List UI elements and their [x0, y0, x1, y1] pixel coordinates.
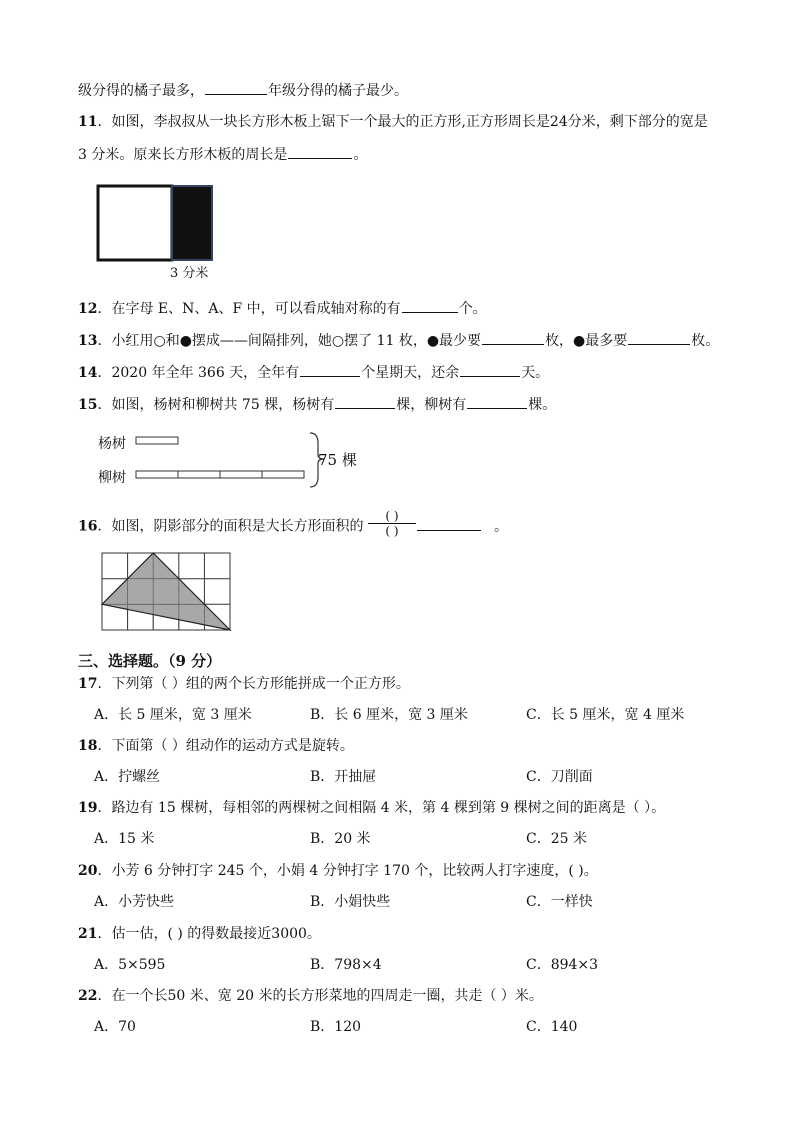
section-3-heading: 三、选择题。（9 分） — [78, 652, 222, 670]
q11-figure — [96, 184, 216, 262]
q15-blank-2[interactable] — [467, 394, 527, 409]
q19-text: ．路边有 15 棵树，每相邻的两棵树之间相隔 4 米，第 4 棵到第 9 棵树之间的距离是（ ）。 — [97, 800, 666, 816]
q18-stem — [78, 736, 354, 756]
q13-text-b: 枚，●最多要 — [545, 333, 628, 349]
shaded-triangle — [102, 553, 230, 630]
q12-text-a: ．在字母 E、N、A、F 中，可以看成轴对称的有 — [97, 301, 401, 317]
q13-number: 13 — [78, 333, 98, 349]
q10-text-b: 年级分得的橘子最少。 — [268, 83, 408, 99]
q16-grid-figure — [100, 551, 234, 633]
q22-stem — [78, 986, 543, 1006]
q11-line1 — [78, 112, 708, 132]
square-shape — [98, 186, 172, 260]
q11-text-b: 3 分米。原来长方形木板的周长是 — [78, 147, 288, 163]
q14-text-c: 天。 — [521, 365, 550, 381]
q16-blank[interactable] — [417, 516, 481, 531]
q12-number: 12 — [78, 301, 98, 317]
q17-number: 17 — [78, 676, 98, 692]
q14-text-b: 个星期天，还余 — [361, 365, 460, 381]
q17-option-b[interactable]: B．长 6 厘米，宽 3 厘米 — [310, 707, 468, 723]
q20-option-c[interactable]: C．一样快 — [526, 894, 593, 910]
remaining-rect — [172, 186, 212, 260]
q11-line2 — [78, 144, 367, 165]
q16-text-c: 。 — [493, 518, 508, 535]
q12-line — [78, 298, 487, 319]
q14-line — [78, 362, 549, 383]
q16-number: 16 — [78, 518, 98, 535]
q22-option-c[interactable]: C．140 — [526, 1019, 578, 1035]
q15-total-label: 75 棵 — [318, 451, 357, 469]
q21-stem — [78, 924, 321, 944]
q13-text-c: 枚。 — [691, 333, 720, 349]
q13-blank-2[interactable] — [628, 330, 690, 345]
q18-option-c[interactable]: C．刀削面 — [526, 769, 593, 785]
q17-option-c[interactable]: C．长 5 厘米，宽 4 厘米 — [526, 707, 685, 723]
q20-text: ．小芳 6 分钟打字 245 个，小娟 4 分钟打字 170 个，比较两人打字速度，( )。 — [97, 863, 598, 879]
q15-liu-label: 柳树 — [98, 470, 126, 486]
q16-fraction — [368, 509, 416, 538]
q11-text-a: ．如图，李叔叔从一块长方形木板上锯下一个最大的正方形,正方形周长是24分米，剩下部分的宽是 — [97, 114, 708, 130]
q22-number: 22 — [78, 988, 98, 1004]
q10-text-a: 级分得的橘子最多， — [78, 83, 204, 99]
q22-text: ．在一个长50 米、宽 20 米的长方形菜地的四周走一圈，共走（ ）米。 — [97, 988, 543, 1004]
q16-fraction-numerator[interactable]: ( ) — [368, 509, 416, 524]
q19-option-b[interactable]: B．20 米 — [310, 831, 371, 847]
q14-number: 14 — [78, 365, 98, 381]
q15-figure — [98, 431, 368, 495]
q19-number: 19 — [78, 800, 98, 816]
q17-stem — [78, 674, 410, 694]
q13-blank-1[interactable] — [482, 330, 544, 345]
q16-text-a: ．如图，阴影部分的面积是大长方形面积的 — [97, 518, 364, 535]
q18-text: ．下面第（ ）组动作的运动方式是旋转。 — [97, 738, 354, 754]
q18-number: 18 — [78, 738, 98, 754]
q20-number: 20 — [78, 863, 98, 879]
q20-stem — [78, 861, 598, 881]
q17-option-a[interactable]: A．长 5 厘米，宽 3 厘米 — [94, 707, 252, 723]
q14-blank-1[interactable] — [300, 362, 360, 377]
q10-blank[interactable] — [205, 80, 267, 95]
q21-option-c[interactable]: C．894×3 — [526, 957, 599, 973]
q19-option-c[interactable]: C．25 米 — [526, 831, 587, 847]
q22-option-a[interactable]: A．70 — [94, 1019, 136, 1035]
q19-option-a[interactable]: A．15 米 — [94, 831, 155, 847]
q16-fraction-denominator[interactable]: ( ) — [385, 524, 399, 538]
q22-option-b[interactable]: B．120 — [310, 1019, 362, 1035]
q11-blank[interactable] — [288, 144, 352, 159]
q11-number: 11 — [78, 114, 98, 130]
q15-blank-1[interactable] — [335, 394, 395, 409]
q21-number: 21 — [78, 926, 98, 942]
yang-bar — [136, 437, 178, 444]
q15-number: 15 — [78, 397, 98, 413]
q21-option-b[interactable]: B．798×4 — [310, 957, 382, 973]
q15-line — [78, 394, 556, 415]
q20-option-b[interactable]: B．小娟快些 — [310, 894, 391, 910]
q18-option-b[interactable]: B．开抽屉 — [310, 769, 377, 785]
q21-text: ．估一估，( ) 的得数最接近3000。 — [97, 926, 321, 942]
q13-line — [78, 330, 719, 351]
q15-text-c: 棵。 — [528, 397, 557, 413]
q12-text-b: 个。 — [458, 301, 487, 317]
q18-option-a[interactable]: A．拧螺丝 — [94, 769, 161, 785]
q16-line — [78, 509, 508, 541]
q17-text: ．下列第（ ）组的两个长方形能拼成一个正方形。 — [97, 676, 410, 692]
q15-yang-label: 杨树 — [98, 436, 126, 452]
q13-text-a: ．小红用○和●摆成——间隔排列，她○摆了 11 枚，●最少要 — [97, 333, 482, 349]
q20-option-a[interactable]: A．小芳快些 — [94, 894, 175, 910]
q15-text-b: 棵，柳树有 — [396, 397, 467, 413]
q11-text-c: 。 — [353, 147, 368, 163]
q14-blank-2[interactable] — [460, 362, 520, 377]
q15-text-a: ．如图，杨树和柳树共 75 棵，杨树有 — [97, 397, 335, 413]
q10-continuation — [78, 80, 408, 101]
q19-stem — [78, 798, 665, 818]
q14-text-a: ．2020 年全年 366 天，全年有 — [97, 365, 300, 381]
q12-blank[interactable] — [402, 298, 458, 313]
q11-figure-label: 3 分米 — [170, 266, 209, 281]
q21-option-a[interactable]: A．5×595 — [94, 957, 166, 973]
